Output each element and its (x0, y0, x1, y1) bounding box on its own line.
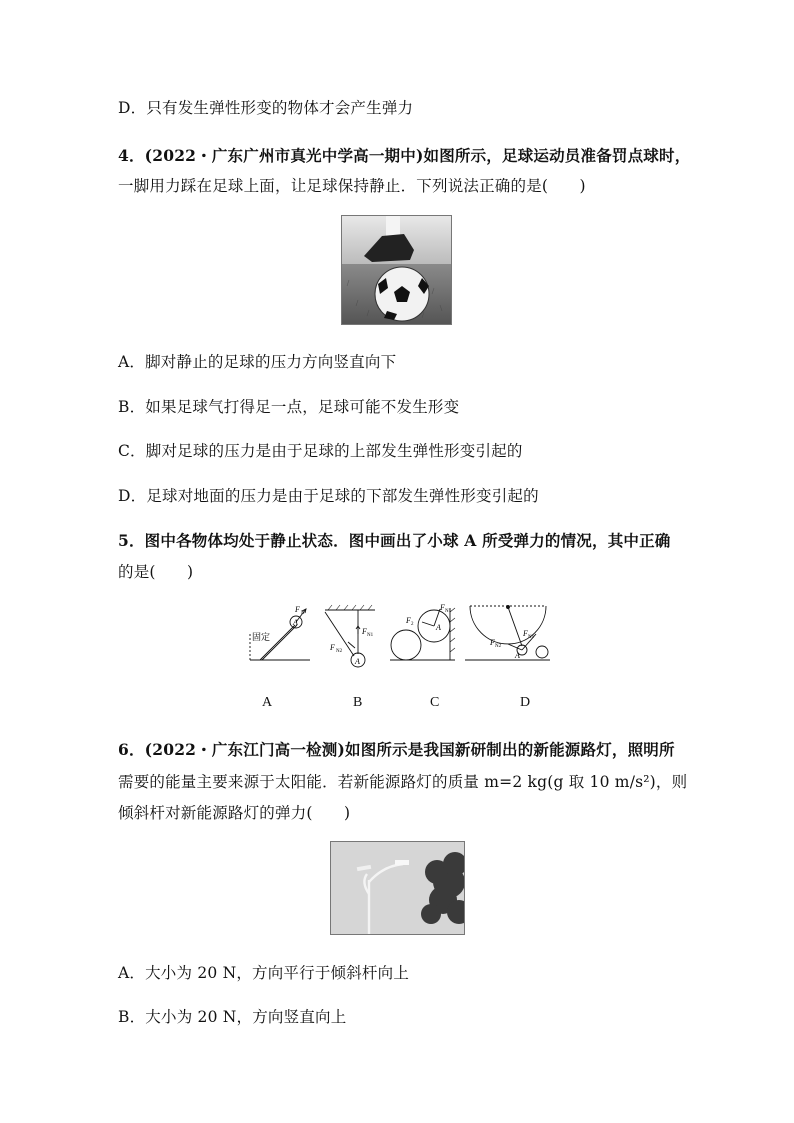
caption-d: D (520, 695, 531, 710)
force-fn1-label-d: F (523, 629, 528, 638)
q5-stem-line2: 的是( ) (118, 563, 194, 581)
force-fn2-label-b: F (330, 643, 335, 652)
diagram-d (465, 606, 550, 661)
q6-stem-line2: 需要的能量主要来源于太阳能．若新能源路灯的质量 m=2 kg(g 取 10 m/s²)，则 (118, 773, 688, 791)
diagram-c (390, 608, 455, 660)
ball-a-label-2: A (355, 657, 360, 666)
force-fn1-sub-d: N1 (528, 635, 535, 640)
q6-stem-line3: 倾斜杆对新能源路灯的弹力( ) (118, 804, 351, 822)
force-fn2-sub-b: N2 (336, 649, 343, 654)
ball-a-label-1: A (293, 618, 298, 627)
force-fn1-label-c: F (440, 603, 445, 612)
force-diagrams (240, 598, 570, 668)
football-photo (341, 215, 452, 325)
q6-option-a: A．大小为 20 N，方向平行于倾斜杆向上 (118, 964, 410, 982)
q4-option-a: A．脚对静止的足球的压力方向竖直向下 (118, 353, 397, 371)
caption-b: B (353, 695, 363, 710)
label-fixed: 固定 (252, 632, 271, 642)
force-fn1-sub-b: N1 (367, 633, 374, 638)
q4-option-b: B．如果足球气打得足一点，足球可能不发生形变 (118, 398, 460, 416)
q6-stem-line1: 6．(2022・广东江门高一检测)如图所示是我国新研制出的新能源路灯，照明所 (118, 740, 675, 759)
force-f-subscript: N (301, 611, 305, 616)
q5-stem-line1: 5．图中各物体均处于静止状态．图中画出了小球 A 所受弹力的情况，其中正确 (118, 531, 671, 550)
force-fn2-sub-d: N2 (495, 644, 502, 649)
q4-option-c: C．脚对足球的压力是由于足球的上部发生弹性形变引起的 (118, 442, 523, 460)
force-fn2-label-c: F (406, 616, 411, 625)
force-fn1-sub-c: N1 (445, 609, 452, 614)
force-f-label: F (295, 605, 300, 614)
caption-a: A (262, 695, 273, 710)
street-lamp-photo (330, 841, 465, 935)
ball-a-label-3: A (436, 623, 441, 632)
force-fn2-label-d: F (490, 638, 495, 647)
force-fn1-label-b: F (362, 627, 367, 636)
q3-option-d: D．只有发生弹性形变的物体才会产生弹力 (118, 99, 414, 117)
force-fn2-sub-c: 2 (411, 622, 414, 627)
q6-option-b: B．大小为 20 N，方向竖直向上 (118, 1008, 347, 1026)
q4-stem-line1: 4．(2022・广东广州市真光中学高一期中)如图所示，足球运动员准备罚点球时， (118, 146, 691, 165)
ball-a-label-4: A (515, 651, 520, 660)
q4-stem-line2: 一脚用力踩在足球上面，让足球保持静止．下列说法正确的是( ) (118, 177, 586, 195)
q4-option-d: D．足球对地面的压力是由于足球的下部发生弹性形变引起的 (118, 487, 539, 505)
caption-c: C (430, 695, 440, 710)
